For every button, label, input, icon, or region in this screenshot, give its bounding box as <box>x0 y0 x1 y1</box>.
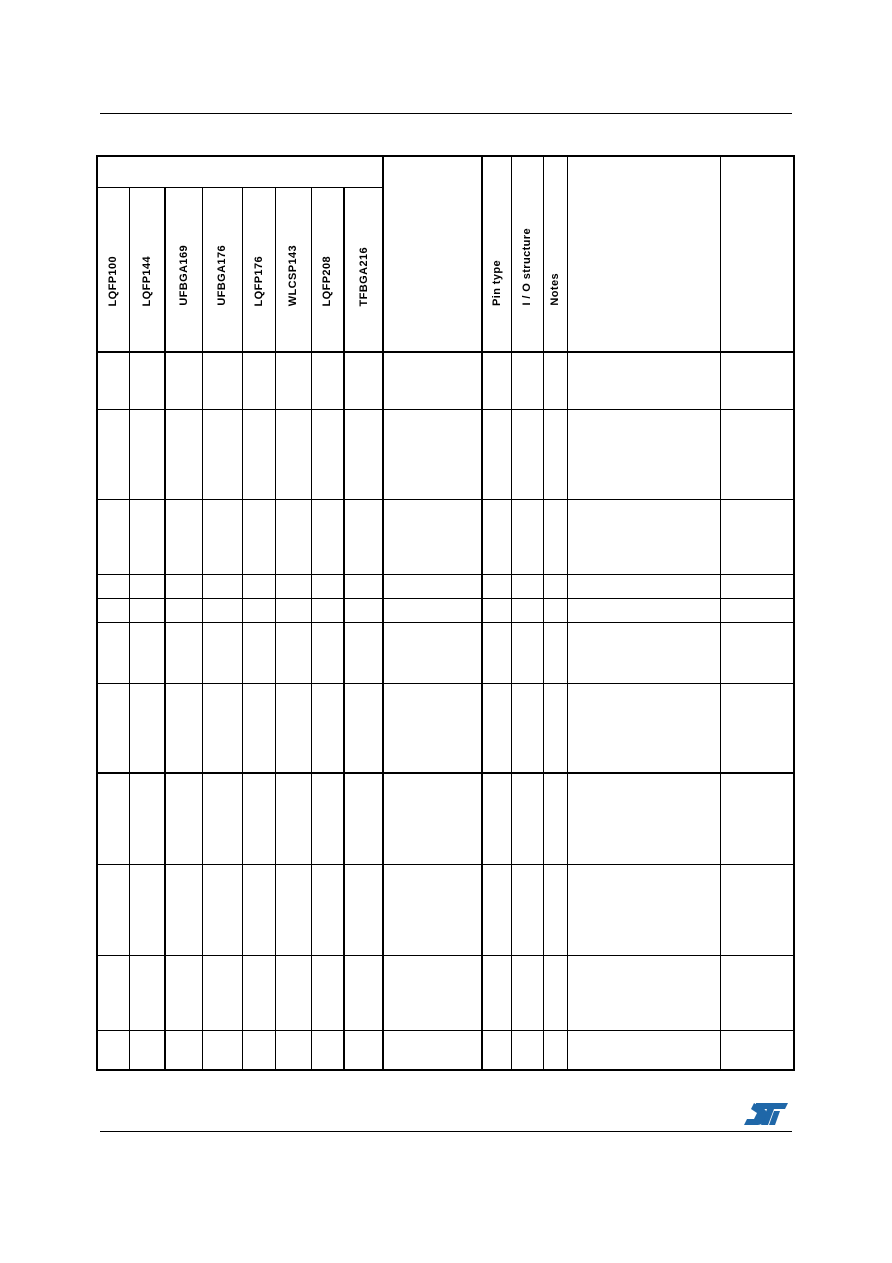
package-header-lqfp208 <box>311 187 344 352</box>
header-rule <box>100 113 792 114</box>
table-row <box>97 864 794 955</box>
package-label: UFBGA169 <box>177 245 190 306</box>
package-header-lqfp144 <box>129 187 165 352</box>
package-label: LQFP176 <box>252 255 265 306</box>
package-header-lqfp176 <box>242 187 275 352</box>
pin-type-label: Pin type <box>490 260 503 306</box>
package-label: LQFP144 <box>140 255 153 306</box>
table-row <box>97 598 794 622</box>
package-header-ufbga176 <box>202 187 242 352</box>
pin-type-header <box>482 156 511 352</box>
table-row <box>97 683 794 773</box>
footer-rule <box>100 1131 792 1132</box>
package-group-header <box>97 156 383 187</box>
io-structure-label: I / O structure <box>521 228 533 306</box>
pin-name-header <box>383 156 482 352</box>
pin-table <box>96 155 795 1071</box>
package-label: LQFP100 <box>107 255 120 306</box>
package-label: UFBGA176 <box>216 245 228 306</box>
table-row <box>97 409 794 499</box>
table-row <box>97 352 794 409</box>
table-row <box>97 622 794 683</box>
notes-header <box>543 156 567 352</box>
package-label: WLCSP143 <box>287 244 299 306</box>
notes-label: Notes <box>549 273 561 306</box>
table-row <box>97 574 794 598</box>
st-logo <box>743 1102 789 1126</box>
table-row <box>97 955 794 1030</box>
table-row <box>97 773 794 864</box>
package-label: LQFP208 <box>321 255 334 306</box>
table-row <box>97 499 794 574</box>
io-structure-header <box>511 156 543 352</box>
additional-functions-header <box>720 156 794 352</box>
package-header-ufbga169 <box>165 187 202 352</box>
package-header-lqfp100 <box>97 187 129 352</box>
alternate-functions-header <box>567 156 720 352</box>
table-row <box>97 1030 794 1070</box>
package-header-wlcsp143 <box>275 187 311 352</box>
package-label: TFBGA216 <box>357 246 370 306</box>
package-header-tfbga216 <box>344 187 383 352</box>
